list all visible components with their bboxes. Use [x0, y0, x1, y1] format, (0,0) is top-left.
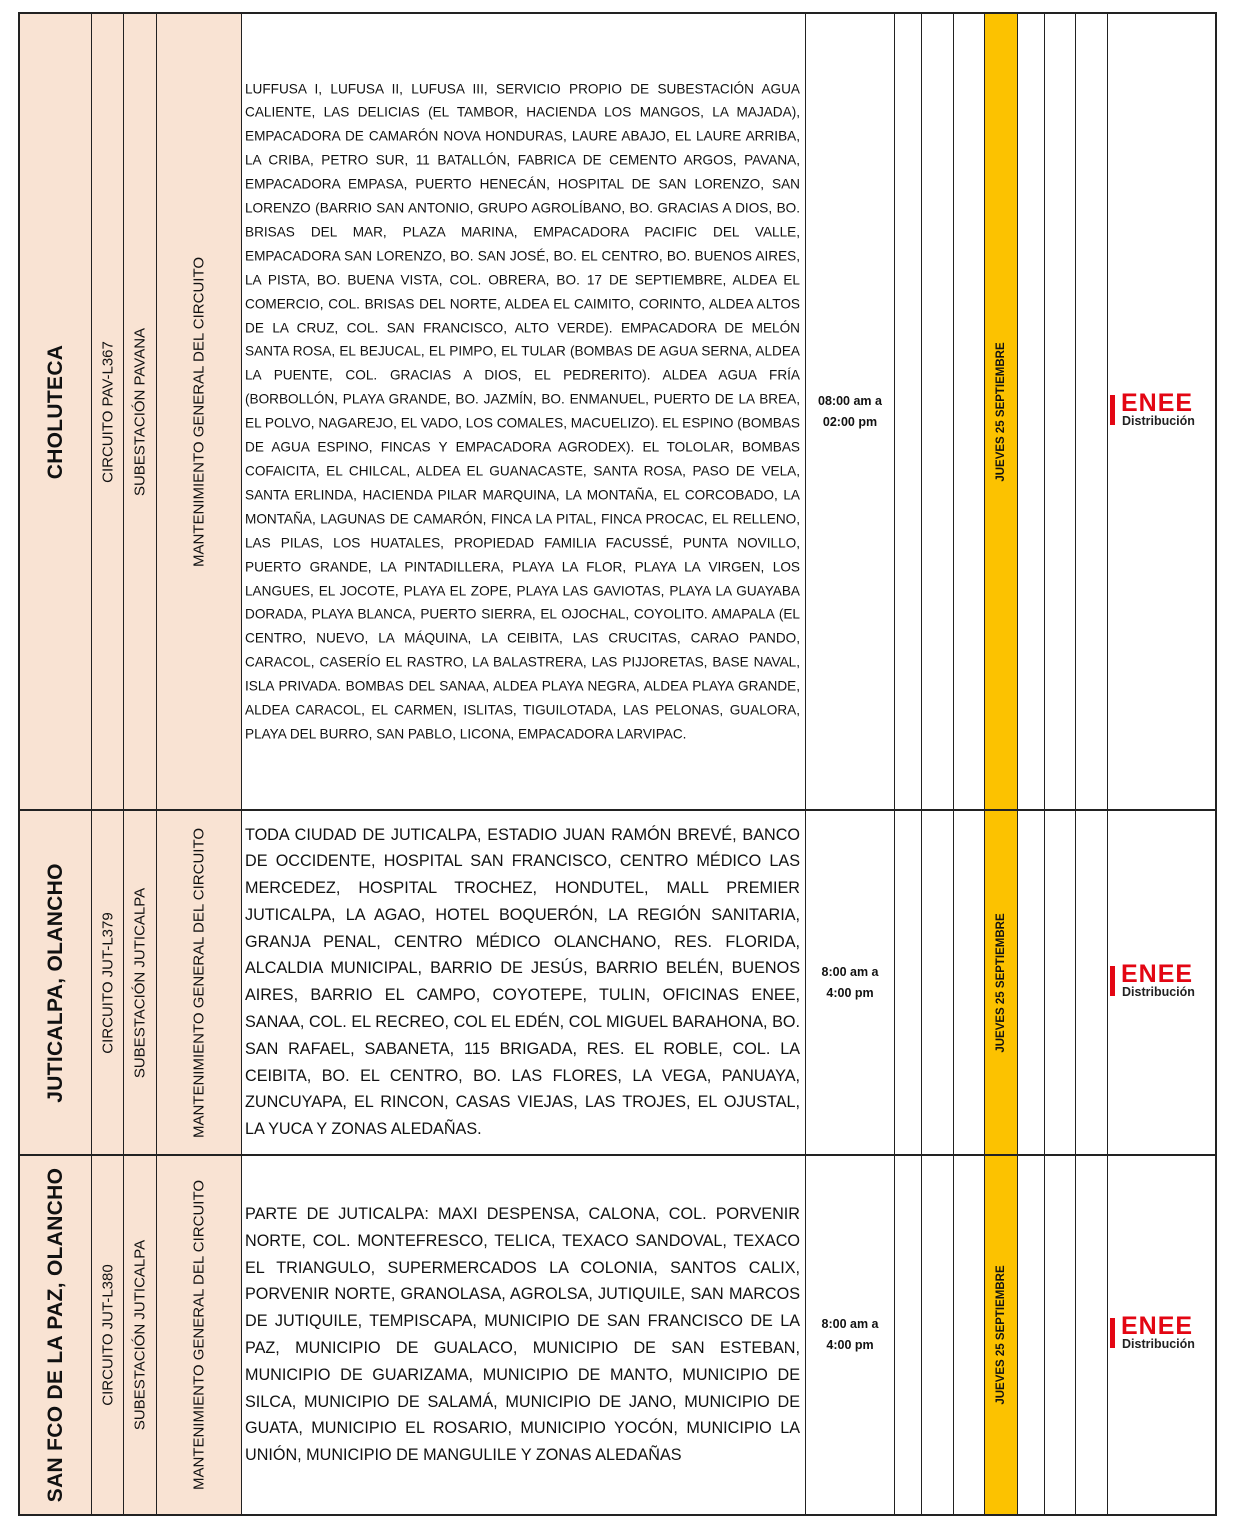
enee-logo — [1108, 959, 1218, 1003]
department-cell — [20, 811, 92, 1154]
table-row — [20, 1154, 1215, 1514]
time-cell — [806, 811, 895, 1154]
time-start: 08:00 am a — [818, 393, 882, 408]
logo-name: ENEE — [1121, 959, 1194, 988]
work-label: MANTENIMIENTO GENERAL DEL CIRCUITO — [190, 827, 208, 1138]
logo-cell — [1108, 811, 1215, 1154]
areas-cell — [242, 1156, 806, 1514]
substation-label: SUBESTACIÓN JUTICALPA — [131, 1239, 149, 1431]
date-label: JUEVES 25 SEPTIEMBRE — [995, 341, 1007, 482]
empty-cell — [895, 811, 922, 1154]
time-range — [806, 962, 894, 1004]
department-label: SAN FCO DE LA PAZ, OLANCHO — [43, 1167, 67, 1503]
time-cell — [806, 14, 895, 809]
circuit-cell — [92, 14, 124, 809]
empty-cell — [954, 14, 985, 809]
date-label: JUEVES 25 SEPTIEMBRE — [995, 1265, 1007, 1405]
affected-areas-text: PARTE DE JUTICALPA: MAXI DESPENSA, CALONA, COL. PORVENIR NORTE, COL. MONTEFRESCO, TELICA, TEXACO SANDOVAL, TEXACO EL TRIANGULO, SUPERMERCADOS LA COLONIA, SANTOS CALIX, PORVENIR NORTE, GRANOLASA, AGROLSA, JUTIQUILE, SAN MARCOS DE JUTIQUILE, TEMPISCAPA, MUNICIPIO DE SAN FRANCISCO DE LA PAZ, MUNICIPIO DE GUALACO, MUNICIPIO DE SAN ESTEBAN, MUNICIPIO DE GUARIZAMA, MUNICIPIO DE MANTO, MUNICIPIO DE SILCA, MUNICIPIO DE SALAMÁ, MUNICIPIO DE JANO, MUNICIPIO DE GUATA, MUNICIPIO EL ROSARIO, MUNICIPIO YOCÓN, MUNICIPIO LA UNIÓN, MUNICIPIO DE MANGULILE Y ZONAS ALEDAÑAS — [245, 1205, 800, 1465]
affected-areas-text: LUFFUSA I, LUFUSA II, LUFUSA III, SERVICIO PROPIO DE SUBESTACIÓN AGUA CALIENTE, LAS DELICIAS (EL TAMBOR, HACIENDA LOS MANGOS, LA MAJADA), EMPACADORA DE CAMARÓN NOVA HONDURAS, LAURE ABAJO, EL LAURE ARRIBA, LA CRIBA, PETRO SUR, 11 BATALLÓN, FABRICA DE CEMENTO ARGOS, PAVANA, EMPACADORA EMPASA, PUERTO HENECÁN, HOSPITAL DE SAN LORENZO, SAN LORENZO (BARRIO SAN ANTONIO, GRUPO AGROLÍBANO, BO. GRACIAS A DIOS, BO. BRISAS DEL MAR, PLAZA MARINA, EMPACADORA PACIFIC DEL VALLE, EMPACADORA SAN LORENZO, BO. SAN JOSÉ, BO. EL CENTRO, BO. BUENOS AIRES, LA PISTA, BO. BUENA VISTA, COL. OBRERA, BO. 17 DE SEPTIEMBRE, ALDEA EL COMERCIO, COL. BRISAS DEL NORTE, ALDEA EL CAIMITO, CORINTO, ALDEA ALTOS DE LA CRUZ, COL. SAN FRANCISCO, ALTO VERDE). EMPACADORA DE MELÓN SANTA ROSA, EL BEJUCAL, EL PIMPO, EL TULAR (BOMBAS DE AGUA SERNA, ALDEA LA PUENTE, COL. GRACIAS A DIOS, EL PEDRERITO). ALDEA AGUA FRÍA (BORBOLLÓN, PLAYA GRANDE, BO. JAZMÍN, BO. ENMANUEL, PUERTO DE LA BREA, EL POLVO, NAGAREJO, EL VADO, LOS COMALES, MACUELIZO). EL ESPINO (BOMBAS DE AGUA ESPINO, FINCAS Y EMPACADORA AGRODEX). EL TOLOLAR, BOMBAS COFAICITA, EL CHILCAL, ALDEA EL GUANACASTE, SANTA ROSA, PASO DE VELA, SANTA ERLINDA, HACIENDA PILAR MARQUINA, LA MONTAÑA, EL CORCOBADO, LA MONTAÑA, LAGUNAS DE CAMARÓN, FINCA LA PITAL, FINCA PROCAC, EL RELLENO, LAS PILAS, LOS HUATALES, PROPIEDAD FAMILIA FACUSSÉ, PUNTA NOVILLO, PUERTO GRANDE, LA PINTADILLERA, PLAYA LA FLOR, PLAYA LA VIRGEN, LOS LANGUES, EL JOCOTE, PLAYA EL ZOPE, PLAYA LAS GAVIOTAS, PLAYA LA GUAYABA DORADA, PLAYA BLANCA, PUERTO SIERRA, EL OJOCHAL, COYOLITO. AMAPALA (EL CENTRO, NUEVO, LA MÁQUINA, LA CEIBITA, LAS CRUCITAS, CARAO PANDO, CARACOL, CASERÍO EL RASTRO, LA BALASTRERA, LAS PIJJORETAS, BASE NAVAL, ISLA PRIVADA. BOMBAS DEL SANAA, ALDEA PLAYA NEGRA, ALDEA PLAYA GRANDE, ALDEA CARACOL, EL CARMEN, ISLITAS, TIGUILOTADA, LAS PELONAS, GUALORA, PLAYA DEL BURRO, SAN PABLO, LICONA, EMPACADORA LARVIPAC. — [245, 80, 800, 742]
empty-cell — [1076, 1156, 1108, 1514]
empty-cell — [1076, 811, 1108, 1154]
areas-cell — [242, 811, 806, 1154]
substation-label: SUBESTACIÓN PAVANA — [131, 327, 149, 496]
table-row — [20, 14, 1215, 809]
logo-mark-icon — [1110, 395, 1115, 425]
outage-schedule-table — [18, 12, 1217, 1516]
empty-cell — [954, 811, 985, 1154]
date-cell — [985, 1156, 1018, 1514]
circuit-label: CIRCUITO PAV-L367 — [99, 340, 116, 483]
logo-name: ENEE — [1121, 1312, 1194, 1340]
work-cell — [157, 1156, 242, 1514]
date-label: JUEVES 25 SEPTIEMBRE — [995, 912, 1007, 1053]
work-label: MANTENIMIENTO GENERAL DEL CIRCUITO — [190, 256, 208, 567]
circuit-label: CIRCUITO JUT-L380 — [99, 1264, 116, 1406]
logo-cell — [1108, 14, 1215, 809]
substation-cell — [124, 14, 157, 809]
table-row — [20, 809, 1215, 1154]
affected-areas-text: TODA CIUDAD DE JUTICALPA, ESTADIO JUAN RAMÓN BREVÉ, BANCO DE OCCIDENTE, HOSPITAL SAN FRANCISCO, CENTRO MÉDICO LAS MERCEDEZ, HOSPITAL TROCHEZ, HONDUTEL, MALL PREMIER JUTICALPA, LA AGAO, HOTEL BOQUERÓN, LA REGIÓN SANITARIA, GRANJA PENAL, CENTRO MÉDICO OLANCHANO, RES. FLORIDA, ALCALDIA MUNICIPAL, BARRIO DE JESÚS, BARRIO BELÉN, BUENOS AIRES, BARRIO EL CAMPO, COYOTEPE, TULIN, OFICINAS ENEE, SANAA, COL. EL RECREO, COL EL EDÉN, COL MIGUEL BARAHONA, BO. SAN RAFAEL, SABANETA, 115 BRIGADA, RES. EL ROBLE, COL. LA CEIBITA, BO. EL CENTRO, BO. LAS FLORES, LA VEGA, PANUAYA, ZUNCUYAPA, EL RINCON, CASAS VIEJAS, LAS TROJES, EL OJUSTAL, LA YUCA Y ZONAS ALEDAÑAS. — [245, 825, 800, 1139]
logo-mark-icon — [1110, 1318, 1115, 1348]
substation-cell — [124, 1156, 157, 1514]
date-cell — [985, 811, 1018, 1154]
empty-cell — [954, 1156, 985, 1514]
empty-cell — [1045, 14, 1076, 809]
empty-cell — [922, 14, 954, 809]
empty-cell — [1018, 1156, 1045, 1514]
department-cell — [20, 1156, 92, 1514]
logo-cell — [1108, 1156, 1215, 1514]
logo-name: ENEE — [1121, 388, 1194, 417]
time-range — [806, 391, 894, 433]
empty-cell — [1076, 14, 1108, 809]
department-label: JUTICALPA, OLANCHO — [43, 862, 67, 1103]
circuit-cell — [92, 811, 124, 1154]
empty-cell — [1018, 811, 1045, 1154]
logo-subtitle: Distribución — [1122, 1337, 1195, 1351]
time-end: 4:00 pm — [826, 985, 874, 1000]
empty-cell — [895, 14, 922, 809]
substation-label: SUBESTACIÓN JUTICALPA — [131, 887, 149, 1078]
circuit-cell — [92, 1156, 124, 1514]
time-end: 02:00 pm — [822, 414, 878, 429]
work-cell — [157, 14, 242, 809]
work-cell — [157, 811, 242, 1154]
date-cell — [985, 14, 1018, 809]
substation-cell — [124, 811, 157, 1154]
logo-mark-icon — [1110, 966, 1115, 996]
logo-subtitle: Distribución — [1122, 984, 1195, 999]
empty-cell — [1045, 1156, 1076, 1514]
department-label: CHOLUTECA — [43, 344, 67, 479]
time-end: 4:00 pm — [826, 1338, 874, 1352]
time-range — [806, 1314, 894, 1356]
time-cell — [806, 1156, 895, 1514]
enee-logo — [1108, 388, 1218, 432]
empty-cell — [1045, 811, 1076, 1154]
work-label: MANTENIMIENTO GENERAL DEL CIRCUITO — [190, 1179, 208, 1491]
empty-cell — [922, 1156, 954, 1514]
areas-cell — [242, 14, 806, 809]
empty-cell — [922, 811, 954, 1154]
department-cell — [20, 14, 92, 809]
empty-cell — [1018, 14, 1045, 809]
time-start: 8:00 am a — [821, 964, 879, 979]
logo-subtitle: Distribución — [1122, 413, 1195, 428]
time-start: 8:00 am a — [821, 1317, 879, 1331]
circuit-label: CIRCUITO JUT-L379 — [99, 911, 116, 1054]
enee-logo — [1108, 1312, 1218, 1355]
empty-cell — [895, 1156, 922, 1514]
